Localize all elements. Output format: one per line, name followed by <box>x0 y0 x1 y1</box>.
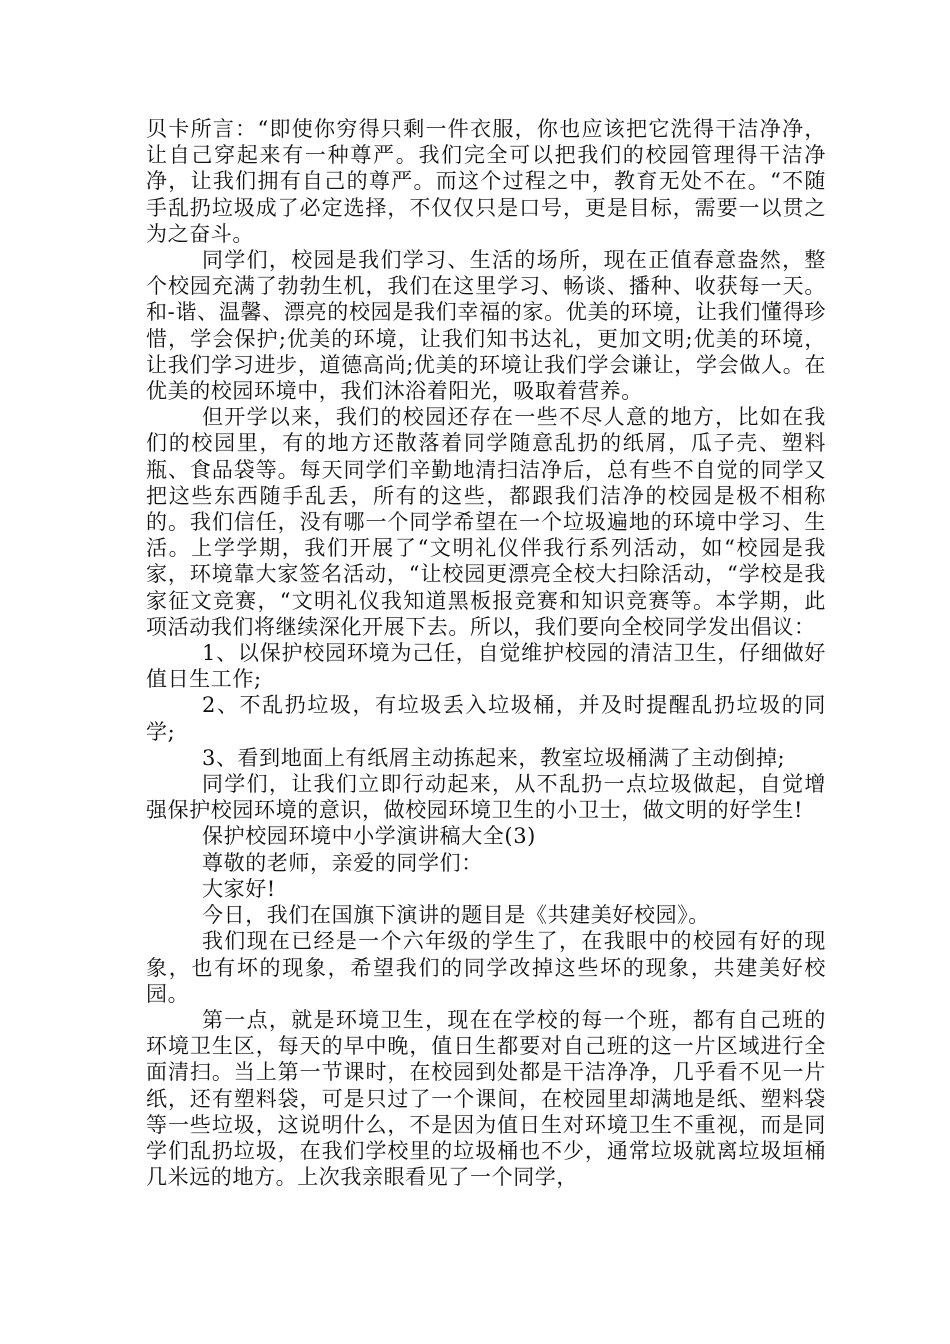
proposal-item-3: 3、看到地面上有纸屑主动拣起来，教室垃圾桶满了主动倒掉; <box>202 745 786 770</box>
paragraph-quote-continuation: 贝卡所言：“即使你穷得只剩一件衣服，你也应该把它洗得干洁净净，让自己穿起来有一种尊严。我们完全可以把我们的校园管理得干洁净净，让我们拥有自己的尊严。而这个过程之中，教育无处不在。“不随手乱扔垃圾成了必定选择，不仅仅只是口号，更是目标，需要一以贯之为之奋斗。 <box>146 117 826 246</box>
paragraph-campus-home: 同学们，校园是我们学习、生活的场所，现在正值春意盎然，整个校园充满了勃勃生机，我们在这里学习、畅谈、播种、收获每一天。和-谐、温馨、漂亮的校园是我们幸福的家。优美的环境，让我们懂得珍惜，学会保护;优美的环境，让我们知书达礼，更加文明;优美的环境，让我们学习进步，道德高尚;优美的环境让我们学会谦让，学会做人。在优美的校园环境中，我们沐浴着阳光，吸取着营养。 <box>146 248 826 404</box>
paragraph-call-to-action: 同学们，让我们立即行动起来，从不乱扔一点垃圾做起，自觉增强保护校园环境的意识，做校园环境卫生的小卫士，做文明的好学生! <box>146 772 826 823</box>
speech-topic: 今日，我们在国旗下演讲的题目是《共建美好校园》。 <box>202 903 710 928</box>
document-body <box>146 116 826 1190</box>
paragraph-sixth-grade: 我们现在已经是一个六年级的学生了，在我眼中的校园有好的现象，也有坏的现象，希望我们的同学改掉这些坏的现象，共建美好校园。 <box>146 929 826 1006</box>
greeting: 大家好! <box>202 876 276 901</box>
proposal-item-1: 1、以保护校园环境为己任，自觉维护校园的清洁卫生，仔细做好值日生工作; <box>146 641 826 692</box>
proposal-item-2: 2、不乱扔垃圾，有垃圾丢入垃圾桶，并及时提醒乱扔垃圾的同学; <box>146 693 826 744</box>
section-title: 保护校园环境中小学演讲稿大全(3) <box>202 824 536 849</box>
paragraph-first-point: 第一点，就是环境卫生，现在在学校的每一个班，都有自己班的环境卫生区，每天的早中晚，值日生都要对自己班的这一片区域进行全面清扫。当上第一节课时，在校园到处都是干洁净净，几乎看不见一片纸，还有塑料袋，可是只过了一个课间，在校园里却满地是纸、塑料袋等一些垃圾，这说明什么，不是因为值日生对环境卫生不重视，而是同学们乱扔垃圾，在我们学校里的垃圾桶也不少，通常垃圾就离垃圾垣桶几米远的地方。上次我亲眼看见了一个同学， <box>146 1007 826 1190</box>
salutation: 尊敬的老师，亲爱的同学们： <box>202 850 483 875</box>
paragraph-campus-problems: 但开学以来，我们的校园还存在一些不尽人意的地方，比如在我们的校园里，有的地方还散落着同学随意乱扔的纸屑，瓜子壳、塑料瓶、食品袋等。每天同学们辛勤地清扫洁净后，总有些不自觉的同学又把这些东西随手乱丢，所有的这些，都跟我们洁净的校园是极不相称的。我们信任，没有哪一个同学希望在一个垃圾遍地的环境中学习、生活。上学学期，我们开展了“文明礼仪伴我行系列活动，如“校园是我家，环境靠大家签名活动，“让校园更漂亮全校大扫除活动，“学校是我家征文竞赛，“文明礼仪我知道黑板报竞赛和知识竞赛等。本学期，此项活动我们将继续深化开展下去。所以，我们要向全校同学发出倡议： <box>146 405 826 639</box>
